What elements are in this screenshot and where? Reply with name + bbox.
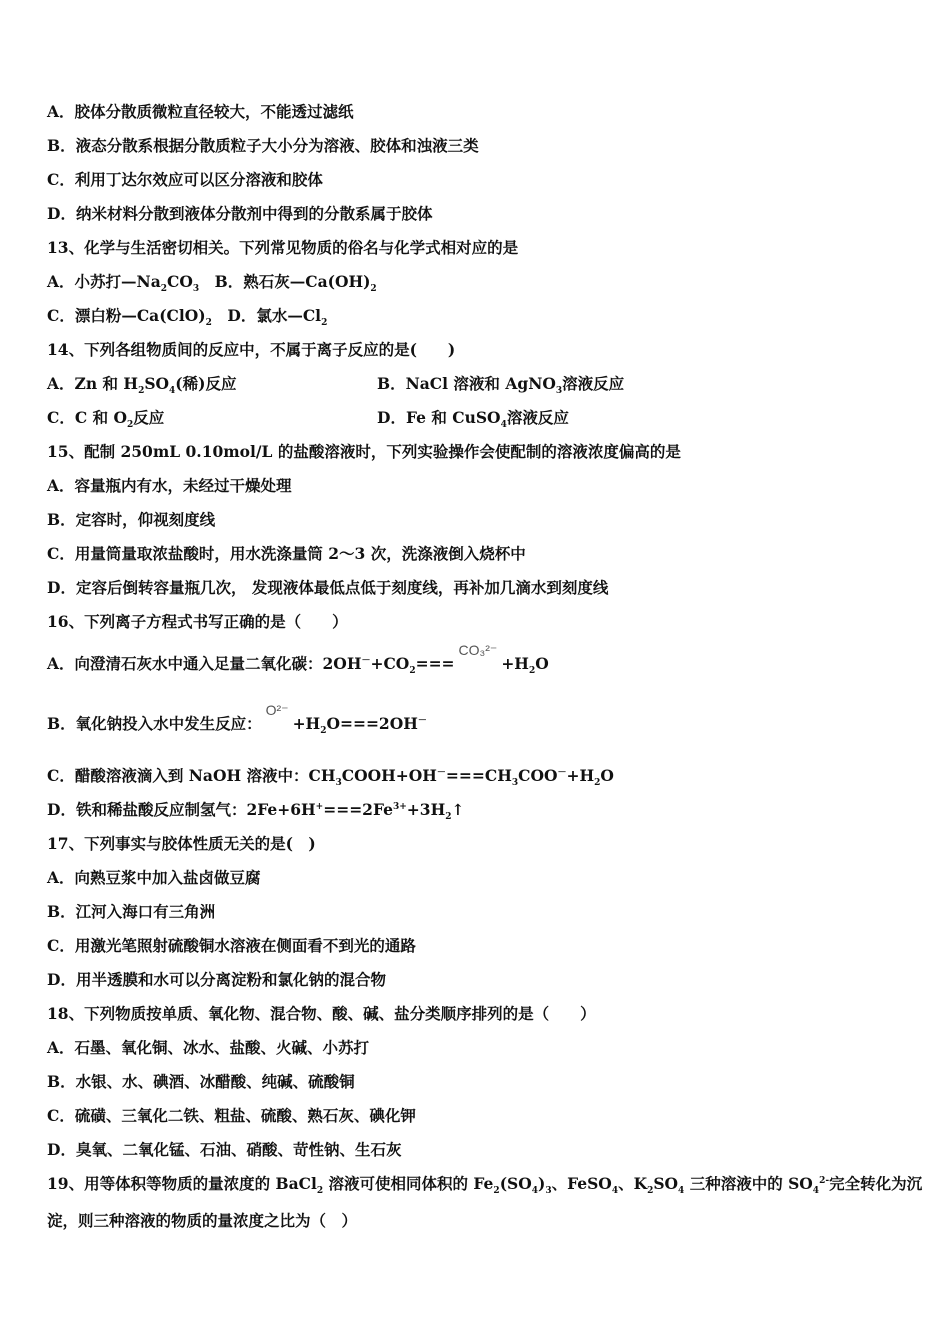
subscript: 2 <box>126 420 134 431</box>
option-column <box>47 372 377 396</box>
document-line <box>47 1070 917 1104</box>
subscript: 2 <box>321 318 328 329</box>
text-run: A．小苏打—Na <box>47 272 161 291</box>
subscript: 2 <box>445 812 452 823</box>
text-run: SO <box>653 1174 679 1193</box>
document-line <box>47 236 917 270</box>
option-column <box>377 406 569 430</box>
document-line <box>47 134 917 168</box>
document-line <box>47 474 917 508</box>
subscript: 4 <box>169 386 176 397</box>
document-line <box>47 644 917 704</box>
text-run: COOH+OH <box>341 766 437 785</box>
document-line <box>47 610 917 644</box>
formula-image: CO₃²⁻ <box>458 642 498 658</box>
document-line <box>47 968 917 1002</box>
option-column <box>377 372 624 396</box>
subscript: 3 <box>511 778 519 789</box>
text-run: C．漂白粉—Ca(ClO) <box>47 306 206 325</box>
text-run: B．熟石灰—Ca(OH) <box>199 272 371 291</box>
text-run: 溶液反应 <box>506 408 569 427</box>
superscript: － <box>436 767 446 778</box>
subscript: 3 <box>192 284 200 295</box>
text-run: O <box>600 766 614 785</box>
document-page <box>47 100 923 1243</box>
text-run: === <box>415 654 455 673</box>
subscript: 4 <box>678 1186 685 1197</box>
text-run: 17、下列事实与胶体性质无关的是( ) <box>47 834 316 853</box>
text-run: A．容量瓶内有水，未经过干燥处理 <box>47 476 292 495</box>
text-run: B．江河入海口有三角洲 <box>47 902 216 921</box>
text-run: +CO <box>370 654 410 673</box>
subscript: 4 <box>611 1186 619 1197</box>
text-run: D．臭氧、二氧化锰、石油、硝酸、苛性钠、生石灰 <box>47 1140 402 1159</box>
text-run: C．醋酸溶液滴入到 NaOH 溶液中：CH <box>47 766 336 785</box>
document-line <box>47 934 917 968</box>
text-run: ===CH <box>445 766 512 785</box>
subscript: 2 <box>594 778 601 789</box>
document-line <box>47 1002 917 1036</box>
text-run: 溶液反应 <box>562 374 625 393</box>
text-run: C．C 和 O <box>47 408 127 427</box>
document-line <box>47 202 917 236</box>
subscript: 2 <box>205 318 212 329</box>
document-line <box>47 100 917 134</box>
subscript: 3 <box>545 1186 552 1197</box>
text-run: ) <box>537 1174 546 1193</box>
document-line <box>47 798 917 832</box>
text-run: D．用半透膜和水可以分离淀粉和氯化钠的混合物 <box>47 970 386 989</box>
document-line <box>47 372 917 406</box>
superscript: 2- <box>819 1175 830 1186</box>
text-run: COO <box>518 766 558 785</box>
text-run: ===2Fe <box>323 800 393 819</box>
text-run: C．用激光笔照射硫酸铜水溶液在侧面看不到光的通路 <box>47 936 416 955</box>
text-run: A．胶体分散质微粒直径较大，不能透过滤纸 <box>47 102 354 121</box>
text-run: C．用量筒量取浓盐酸时，用水洗涤量筒 2～3 次，洗涤液倒入烧杯中 <box>47 544 526 563</box>
text-run: SO <box>144 374 170 393</box>
text-run: O <box>535 654 549 673</box>
document-line <box>47 304 917 338</box>
option-column <box>47 406 377 430</box>
document-line <box>47 508 917 542</box>
text-run: 18、下列物质按单质、氧化物、混合物、酸、碱、盐分类顺序排列的是（ ） <box>47 1004 596 1023</box>
subscript: 2 <box>370 284 377 295</box>
text-run: CO <box>167 272 193 291</box>
subscript: 4 <box>500 420 507 431</box>
subscript: 2 <box>316 1186 324 1197</box>
document-line <box>47 764 917 798</box>
document-line <box>47 704 917 764</box>
subscript: 4 <box>812 1186 820 1197</box>
text-run: A．向熟豆浆中加入盐卤做豆腐 <box>47 868 261 887</box>
text-run: O===2OH <box>326 714 418 733</box>
text-run: B．液态分散系根据分散质粒子大小分为溶液、胶体和浊液三类 <box>47 136 479 155</box>
text-run: (稀)反应 <box>175 374 237 393</box>
text-run: B．定容时，仰视刻度线 <box>47 510 216 529</box>
text-run: B．水银、水、碘酒、冰醋酸、纯碱、硫酸铜 <box>47 1072 355 1091</box>
subscript: 2 <box>320 726 327 737</box>
superscript: － <box>417 715 427 726</box>
text-run: 16、下列离子方程式书写正确的是（ ） <box>47 612 348 631</box>
text-run: 、FeSO <box>551 1174 612 1193</box>
document-line <box>47 1138 917 1172</box>
text-run: 13、化学与生活密切相关。下列常见物质的俗名与化学式相对应的是 <box>47 238 519 257</box>
document-line <box>47 866 917 900</box>
text-run: 19、用等体积等物质的量浓度的 BaCl <box>47 1174 317 1193</box>
text-run: 溶液可使相同体积的 Fe <box>323 1174 494 1193</box>
subscript: 2 <box>647 1186 654 1197</box>
document-line <box>47 168 917 202</box>
text-run: 、K <box>618 1174 648 1193</box>
text-run: D．纳米材料分散到液体分散剂中得到的分散系属于胶体 <box>47 204 433 223</box>
document-line <box>47 270 917 304</box>
formula-image: O²⁻ <box>265 702 289 718</box>
text-run: (SO <box>499 1174 532 1193</box>
superscript: － <box>557 767 567 778</box>
document-line <box>47 1172 923 1209</box>
text-run: C．利用丁达尔效应可以区分溶液和胶体 <box>47 170 323 189</box>
document-line <box>47 338 917 372</box>
subscript: 2 <box>493 1186 500 1197</box>
superscript: + <box>315 801 324 812</box>
text-run: A．Zn 和 H <box>47 374 139 393</box>
text-run: B．氧化钠投入水中发生反应： <box>47 714 262 733</box>
text-run: A．石墨、氧化铜、冰水、盐酸、火碱、小苏打 <box>47 1038 370 1057</box>
text-run: D．Fe 和 CuSO <box>377 408 501 427</box>
text-run: 淀，则三种溶液的物质的量浓度之比为（ ） <box>47 1211 358 1230</box>
subscript: 3 <box>335 778 342 789</box>
document-line <box>47 1104 917 1138</box>
document-line <box>47 1036 917 1070</box>
subscript: 2 <box>160 284 168 295</box>
document-line <box>47 440 917 474</box>
text-run: B．NaCl 溶液和 AgNO <box>377 374 556 393</box>
text-run: +3H <box>406 800 446 819</box>
text-run: A．向澄清石灰水中通入足量二氧化碳：2OH <box>47 654 362 673</box>
superscript: 3+ <box>392 801 407 812</box>
superscript: － <box>361 655 371 666</box>
subscript: 4 <box>531 1186 538 1197</box>
document-line <box>47 900 917 934</box>
text-run: D．铁和稀盐酸反应制氢气：2Fe+6H <box>47 800 316 819</box>
document-line <box>47 576 917 610</box>
text-run: +H <box>292 714 321 733</box>
text-run: 反应 <box>133 408 165 427</box>
document-line <box>47 832 917 866</box>
text-run: D．氯水—Cl <box>211 306 322 325</box>
text-run: +H <box>566 766 595 785</box>
subscript: 2 <box>409 666 416 677</box>
subscript: 2 <box>528 666 536 677</box>
subscript: 3 <box>555 386 563 397</box>
subscript: 2 <box>138 386 145 397</box>
text-run: 14、下列各组物质间的反应中，不属于离子反应的是( ) <box>47 340 456 359</box>
text-run: C．硫磺、三氧化二铁、粗盐、硫酸、熟石灰、碘化钾 <box>47 1106 416 1125</box>
text-run: 15、配制 250mL 0.10mol/L 的盐酸溶液时，下列实验操作会使配制的溶液浓度偏高的是 <box>47 442 681 461</box>
text-run: 完全转化为沉 <box>829 1174 923 1193</box>
text-run: +H <box>501 654 529 673</box>
text-run: D．定容后倒转容量瓶几次， 发现液体最低点低于刻度线，再补加几滴水到刻度线 <box>47 578 609 597</box>
document-line <box>47 1209 917 1243</box>
document-line <box>47 542 917 576</box>
text-run: ↑ <box>451 800 465 819</box>
text-run: 三种溶液中的 SO <box>684 1174 813 1193</box>
document-line <box>47 406 917 440</box>
